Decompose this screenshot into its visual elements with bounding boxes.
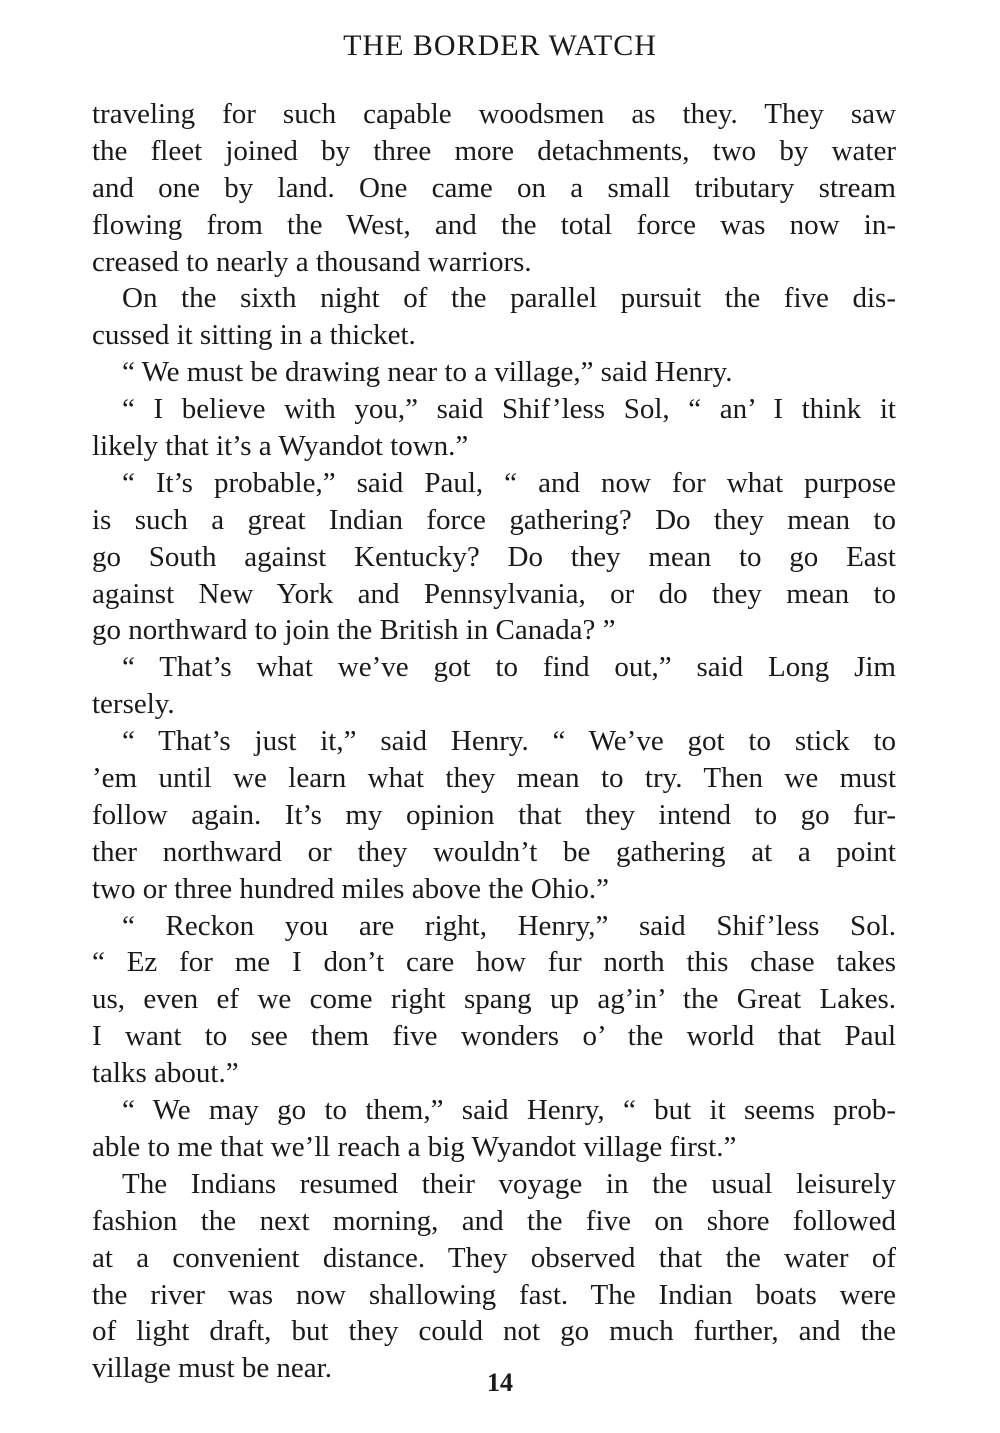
text-line: fashion the next morning, and the five on shore followed xyxy=(92,1204,896,1237)
text-line: I want to see them five wonders o’ the world that Paul xyxy=(92,1020,896,1053)
text-line: “ We may go to them,” said Henry, “ but it seems prob- xyxy=(122,1094,896,1127)
text-line: cussed it sitting in a thicket. xyxy=(92,319,416,352)
text-line: creased to nearly a thousand warriors. xyxy=(92,245,532,278)
text-line: The Indians resumed their voyage in the usual leisurely xyxy=(122,1167,896,1200)
text-line: flowing from the West, and the total force was now in- xyxy=(92,208,896,241)
text-line: follow again. It’s my opinion that they intend to go fur- xyxy=(92,798,896,831)
text-line: and one by land. One came on a small tributary stream xyxy=(92,171,896,204)
text-line: On the sixth night of the parallel pursuit the five dis- xyxy=(122,282,896,315)
text-line: the river was now shallowing fast. The Indian boats were xyxy=(92,1278,896,1311)
running-head: THE BORDER WATCH xyxy=(343,29,657,62)
text-line: of light draft, but they could not go much further, and the xyxy=(92,1315,896,1348)
text-line: “ I believe with you,” said Shif’less Sol, “ an’ I think it xyxy=(122,393,896,426)
text-line: talks about.” xyxy=(92,1057,239,1090)
text-line: the fleet joined by three more detachments, two by water xyxy=(92,134,896,167)
text-line: “ That’s just it,” said Henry. “ We’ve got to stick to xyxy=(122,725,896,758)
text-line: “ That’s what we’ve got to find out,” said Long Jim xyxy=(122,651,896,684)
text-line: go northward to join the British in Canada? ” xyxy=(92,614,616,647)
text-line: at a convenient distance. They observed that the water of xyxy=(92,1241,896,1274)
text-line: “ Reckon you are right, Henry,” said Shif’less Sol. xyxy=(122,909,896,942)
text-line: two or three hundred miles above the Ohio.” xyxy=(92,872,610,905)
text-line: ther northward or they wouldn’t be gathering at a point xyxy=(92,835,896,868)
body-text xyxy=(92,96,896,1387)
text-line: against New York and Pennsylvania, or do they mean to xyxy=(92,577,896,610)
text-line: is such a great Indian force gathering? Do they mean to xyxy=(92,503,896,536)
text-line: “ Ez for me I don’t care how fur north this chase takes xyxy=(92,946,896,979)
page-number: 14 xyxy=(487,1368,513,1397)
text-line: tersely. xyxy=(92,688,175,721)
text-line: us, even ef we come right spang up ag’in’ the Great Lakes. xyxy=(92,983,896,1016)
text-line: ’em until we learn what they mean to try. Then we must xyxy=(92,762,896,795)
text-line: “ We must be drawing near to a village,” said Henry. xyxy=(122,356,733,389)
text-line: “ It’s probable,” said Paul, “ and now for what purpose xyxy=(122,466,896,499)
text-line: village must be near. xyxy=(92,1352,332,1385)
text-line: go South against Kentucky? Do they mean to go East xyxy=(92,540,896,573)
text-line: able to me that we’ll reach a big Wyandot village first.” xyxy=(92,1130,737,1163)
text-line: likely that it’s a Wyandot town.” xyxy=(92,430,469,463)
text-line: traveling for such capable woodsmen as they. They saw xyxy=(92,98,896,130)
